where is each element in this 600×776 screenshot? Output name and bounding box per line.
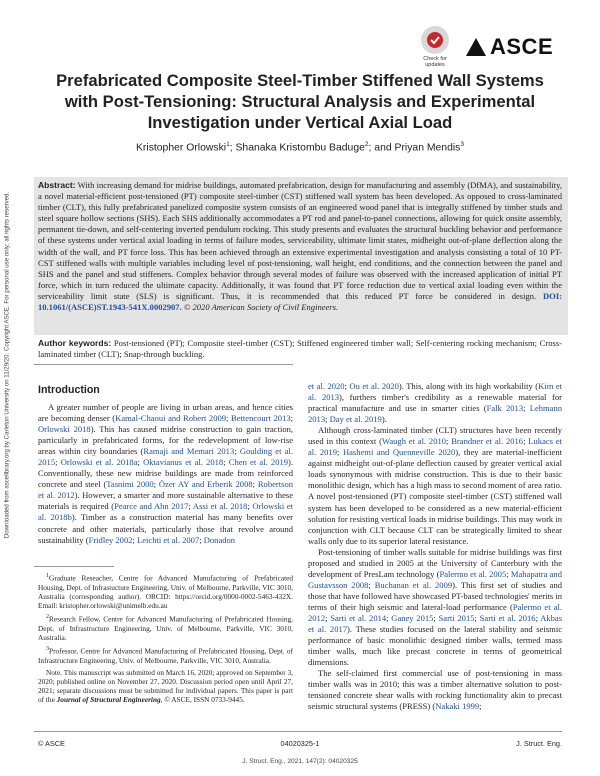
citation-link[interactable]: Palermo et al. 2005: [439, 568, 507, 579]
paragraph: [38, 613, 293, 642]
citation-link[interactable]: Kim et al. 2013: [308, 381, 563, 403]
citation-link[interactable]: Donadon: [203, 534, 236, 545]
paragraph: [38, 572, 293, 610]
text-run: ;: [234, 446, 240, 457]
abstract-label: Abstract:: [38, 180, 76, 190]
text-run: ;: [223, 457, 229, 468]
citation-link[interactable]: Fridley 2002: [88, 534, 133, 545]
asce-logo-text: ASCE: [490, 34, 554, 59]
footnotes: [38, 572, 293, 707]
download-notice-text: Downloaded from ascelibrary.org by Carleton University on 11/29/20. Copyright ASCE. For personal use only; all rights reserved.: [3, 191, 11, 539]
citation-link[interactable]: Robertson et al. 2012: [38, 479, 293, 501]
doi-link[interactable]: DOI: 10.1061/(ASCE)ST.1943-541X.0002907.: [38, 290, 562, 313]
author-name: Priyan Mendis: [394, 142, 461, 154]
abstract-copyright: © 2020 American Society of Civil Engineers.: [183, 302, 339, 313]
text-run: ). Conventionally, these new midrise buildings are made from reinforced concrete and steel (: [38, 457, 294, 490]
text-run: ;: [188, 501, 193, 512]
text-run: ;: [523, 403, 530, 414]
citation-link[interactable]: Falk 2013: [486, 403, 524, 414]
text-run: ;: [446, 436, 452, 447]
text-run: Although cross-laminated timber (CLT) structures have been recently used in this context (: [308, 425, 562, 447]
text-run: ), furthers timber's credibility as a renewable material for practical manufacture and use in smarter cities (: [308, 392, 562, 414]
journal-name: Journal of Structural Engineering: [56, 695, 161, 705]
text-run: ). This, along with its high workability (: [398, 381, 539, 391]
paper-title: Prefabricated Composite Steel-Timber Stiffened Wall Systems with Post-Tensioning: Structural Analysis and Experimental Investigation under Vertical Axial Load: [56, 71, 544, 132]
citation-link[interactable]: Sarti 2015: [438, 612, 475, 623]
text-run: , © ASCE, ISSN 0733-9445.: [160, 695, 245, 705]
citation-link[interactable]: Lukacs et al. 2019: [308, 436, 562, 458]
text-run: ;: [252, 479, 258, 490]
citation-link[interactable]: Oktavianus et al. 2018: [143, 457, 224, 468]
text-run: ).: [381, 414, 387, 425]
footer-divider: [34, 731, 562, 732]
text-run: ;: [153, 479, 159, 490]
author-affiliation-marker: 2: [364, 141, 369, 148]
text-run: ). These studies focused on the lateral stability and seismic performance of basic monolithic designed timber walls, termed mass timber walls, much like precast concrete in terms of geometrical dimensions.: [308, 624, 562, 668]
citation-link[interactable]: et al. 2020: [308, 381, 345, 391]
citation-link[interactable]: Leichti et al. 2007: [137, 534, 200, 545]
paragraph: [38, 645, 293, 665]
text-run: Research Fellow, Centre for Advanced Manufacturing of Prefabricated Housing, Dept. of Infrastructure Engineering, Univ. of Melbourne, Parkville, VIC 3010, Australia.: [38, 614, 293, 642]
paragraph: [38, 402, 293, 546]
text-run: ;: [386, 612, 392, 623]
intro-column-1: [38, 402, 293, 546]
citation-link[interactable]: Ramaji and Memari 2013: [143, 446, 235, 457]
citation-link[interactable]: Goulding et al. 2015: [38, 446, 293, 468]
footnote-marker: 3: [46, 645, 50, 652]
text-run: ;: [325, 612, 331, 623]
citation-link[interactable]: Brandner et al. 2016: [451, 436, 524, 447]
text-run: ;: [535, 612, 541, 623]
citation-link[interactable]: Sarti et al. 2016: [479, 612, 536, 623]
citation-link[interactable]: Kamal-Chaoui and Robert 2009: [115, 413, 227, 424]
author-keywords: [38, 338, 562, 360]
footnote-marker: 2: [46, 614, 50, 621]
check-for-updates-badge[interactable]: [416, 26, 454, 72]
asce-triangle-icon: [466, 38, 486, 56]
author-separator: ;: [229, 142, 236, 154]
text-run: ;: [474, 612, 480, 623]
citation-link[interactable]: Hashemi and Quenneville 2020: [342, 447, 456, 458]
citation-link[interactable]: Ou et al. 2020: [349, 381, 399, 391]
text-run: ;: [290, 413, 293, 424]
keywords-label: Author keywords:: [38, 338, 112, 348]
text-run: Graduate Reseacher, Centre for Advanced Manufacturing of Prefabricated Housing, Dept. of Infrastucture Engineering, Univ. of Melbourne, Parkville, VIC 3010, Australia (corresponding author). ORCID: https://orcid.org/0000-0002-5463-432X. Email: kristopher.orlowski@unimelb.edu.au: [38, 573, 293, 610]
citation-link[interactable]: Sarti et al. 2014: [330, 612, 387, 623]
citation-link[interactable]: Tasnimi 2000: [106, 479, 154, 490]
text-run: ;: [433, 612, 439, 623]
asce-logo[interactable]: [466, 34, 564, 60]
paragraph: [308, 668, 562, 712]
citation-link[interactable]: Waugh et al. 2010: [381, 436, 447, 447]
footer-page-id: 04020325-1: [280, 739, 320, 748]
check-updates-icon: [421, 26, 449, 54]
text-run: ;: [325, 414, 330, 425]
text-run: ;: [247, 501, 253, 512]
text-run: ). However, a smarter and more sustainable alternative to these materials is required (: [38, 490, 293, 512]
author-name: Shanaka Kristombu Baduge: [235, 142, 365, 154]
footer-journal: J. Struct. Eng.: [516, 739, 562, 748]
paragraph: [308, 547, 562, 669]
citation-link[interactable]: Akbas et al. 2017: [308, 612, 563, 635]
citation-link[interactable]: Buchanan et al. 2009: [374, 579, 453, 590]
author-name: Kristopher Orlowski: [136, 142, 227, 154]
intro-column-2: [308, 381, 562, 712]
paragraph: [38, 668, 293, 705]
journal-citation: J. Struct. Eng., 2021, 147(2): 04020325: [242, 758, 358, 765]
text-run: ). This has caused midrise construction to gain traction, particularly in prefabricated forms, for the redevelopment of low-rise areas within city boundaries (: [38, 424, 293, 457]
footer-copyright: © ASCE: [38, 739, 65, 748]
check-updates-label: Check for updates: [423, 56, 447, 68]
text-run: Post-tensioning of timber walls suitable for midrise buildings was first proposed and studied in 2005 at the University of Canterbury with the development of PresLam technology (: [308, 546, 562, 579]
text-run: ;: [344, 381, 350, 391]
author-affiliation-marker: 1: [226, 141, 230, 148]
paragraph: [308, 381, 562, 425]
text-run: ;: [132, 534, 138, 545]
download-notice-sidebar: [0, 150, 14, 580]
text-run: Professor, Centre for Advanced Manufacturing of Prefabricated Housing, Dept. of Infrastructure Engineering, Univ. of Melbourne, Parkville, VIC 3010, Australia.: [38, 646, 293, 665]
text-run: ;: [479, 701, 482, 712]
citation-link[interactable]: Özer AY and Erberik 2008: [158, 479, 253, 490]
citation-link[interactable]: Assi et al. 2018: [192, 501, 248, 512]
text-run: A greater number of people are living in urban areas, and hence cities are becoming denser (: [38, 402, 293, 424]
author-affiliation-marker: 3: [460, 141, 464, 148]
citation-link[interactable]: Orlowski 2018: [38, 424, 91, 435]
footnote-divider: [34, 566, 114, 567]
paragraph: [308, 425, 562, 547]
citation-link[interactable]: Orlowski et al. 2018a: [60, 457, 138, 468]
citation-link[interactable]: Bettencourt 2013: [231, 413, 291, 424]
section-divider-left: [34, 364, 293, 365]
footnote-marker: 1: [46, 573, 50, 579]
text-run: ;: [226, 413, 232, 424]
text-run: The self-claimed first commercial use of post-tensioning in mass timber walls was in 2010; this was a timber alternative solution to post-tensioned concrete shear walls with rocking functionality akin to precast seismic structural systems (PRESS) (: [308, 668, 562, 712]
text-run: ). Timber as a construction material has many benefits over concrete and other materials, particularly those that revolve around sustainability (: [38, 512, 293, 545]
abstract: [38, 180, 562, 313]
citation-link[interactable]: Ganey 2015: [391, 612, 434, 623]
text-run: ;: [336, 447, 343, 458]
author-list: [40, 141, 560, 153]
text-run: ;: [368, 579, 375, 590]
citation-link[interactable]: Palermo et al. 2012: [308, 601, 562, 623]
text-run: ), they are material-inefficient against midheight out-of-plane deflection caused by greater vertical axial loads synonymous with midrise construction. This is due to their basic monolithic design, which has a high mass to second moment of area ratio. A novel post-tensioned (PT) composite steel-timber (CST) stiffened wall system has been developed to be considered as a new material-efficient solution for resisting vertical loads in midrise buildings. This may work in conjunction with CLT because CLT can be strategically limited to shear walls only due to its superior lateral resistance.: [308, 447, 562, 546]
text-run: ;: [137, 457, 144, 468]
citation-link[interactable]: Chen et al. 2019: [228, 457, 289, 468]
citation-link[interactable]: Nakaki 1999: [435, 701, 480, 712]
author-separator: ; and: [368, 142, 395, 154]
text-run: Note. This manuscript was submitted on March 16, 2020; approved on September 3, 2020; published online on November 27, 2020. Discussion period open until April 27, 2021; separate discussions must be submitted for individual papers. This paper is part of the: [38, 667, 293, 705]
introduction-heading: Introduction: [38, 384, 100, 396]
citation-link[interactable]: Mahapatra and Gustavsson 2008: [308, 568, 562, 590]
citation-link[interactable]: Day et al. 2019: [329, 414, 382, 425]
text-run: ;: [523, 436, 529, 447]
abstract-body: With increasing demand for midrise buildings, automated prefabrication, design for manufacturing and assembly (DfMA), and sustainability, a novel material-efficient post-tensioned (PT) composite steel-timber (CST) stiffened wall system has been developed. As opposed to cross-laminated timber (CLT), this fully prefabricated panelized composite system consists of an engineered wood panel that is integrally stiffened by timber studs and steel square hollow sections (SHS). Each SHS additionally accommodates a PT rod and panel-to-panel connections, allowing for quick onsite assembly, permanent tie-down, and self-centering inverted pendulum rocking. This study presents and evaluates the structural buckling behavior and performance of these systems under vertical axial loading in terms of failure modes, serviceability, ultimate limit states, midheight out-of-plane deflection along the width of the wall, and PT force loss. This has been achieved through an extensive experimental investigation and analysis consisting a total of 10 PT-CST stiffened walls with multiple variables including level of post-tensioning, wall height, end conditions, and the connection between the panel and SHS and the panel and stud stiffeners. Complex behavior through several modes of failure was observed with the increased application of initial PT force, which in turn reduced the ultimate capacity. Additionally, it was found that PT force reduction due to vertical axial loading even within the serviceability limit state (SLS) is significant. Thus, it is recommended that this reduced PT force be considered in design.: [38, 180, 562, 301]
text-run: ;: [55, 457, 61, 468]
citation-link[interactable]: Orlowski et al. 2018b: [38, 501, 293, 523]
text-run: ;: [506, 568, 511, 579]
keywords-body: Post-tensioned (PT); Composite steel-timber (CST); Stiffened engineered timber wall; Self-centering rocking mechanism; Cross-laminated timber (CLT); Snap-through buckling.: [38, 338, 562, 360]
citation-link[interactable]: Lehmann 2013: [308, 403, 562, 425]
text-run: ;: [199, 534, 204, 545]
text-run: ). This first set of studies and those that have followed have showcased PT-based technologies' merits in terms of their high seismic and lateral-load performance (: [308, 579, 563, 612]
citation-link[interactable]: Pearce and Ahn 2017: [114, 501, 189, 512]
